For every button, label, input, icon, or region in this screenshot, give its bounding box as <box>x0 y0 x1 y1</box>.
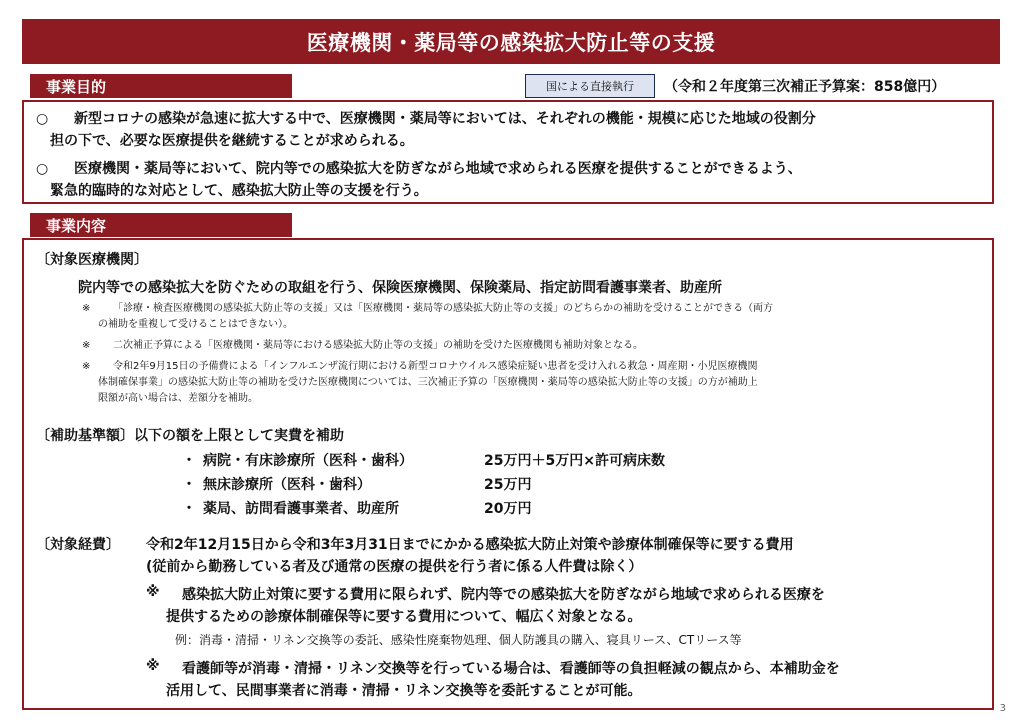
note-1-line-2: の補助を重複して受けることはできない）。 <box>98 319 293 330</box>
subsidy-row-3-label: 薬局、訪問看護事業者、助産所 <box>203 501 399 517</box>
costs-note-2-line-2: 活用して、民間事業者に消毒・清掃・リネン交換等を委託することが可能。 <box>166 683 642 699</box>
note-1-mark: ※ <box>82 303 91 314</box>
costs-note-1-line-1: 感染拡大防止対策に要する費用に限られず、院内等での感染拡大を防ぎながら地域で求められる医療を <box>182 587 825 603</box>
note-2-mark: ※ <box>82 340 91 351</box>
costs-note-2-mark: ※ <box>146 658 160 674</box>
purpose-bullet-2-line-1: 医療機関・薬局等において、院内等での感染拡大を防ぎながら地域で求められる医療を提供することができるよう、 <box>74 161 802 177</box>
purpose-bullet-2-mark: ○ <box>36 161 49 177</box>
subsidy-row-3-amount: 20万円 <box>484 501 532 517</box>
purpose-bullet-2-line-2: 緊急的臨時的な対応として、感染拡大防止等の支援を行う。 <box>50 183 428 199</box>
target-institutions-heading: 〔対象医療機関〕 <box>36 252 148 268</box>
costs-example: 例：消毒・清掃・リネン交換等の委託、感染性廃棄物処理、個人防護具の購入、寝具リース、CTリース等 <box>175 633 742 647</box>
costs-note-1-mark: ※ <box>146 584 160 600</box>
subsidy-row-1-bullet: ・ <box>182 453 196 469</box>
purpose-bullet-1-line-2: 担の下で、必要な医療提供を継続することが求められる。 <box>50 133 414 149</box>
costs-note-1-line-2: 提供するための診療体制確保等に要する費用について、幅広く対象となる。 <box>166 609 642 625</box>
note-3-line-1: 令和2年9月15日の予備費による「インフルエンザ流行期における新型コロナウイルス感染症疑い患者を受け入れる救急・周産期・小児医療機関 <box>113 361 758 372</box>
budget-text: （令和２年度第三次補正予算案：858億円） <box>664 79 946 95</box>
subsidy-row-1-label: 病院・有床診療所（医科・歯科） <box>203 453 413 469</box>
costs-line-2: (従前から勤務している者及び通常の医療の提供を行う者に係る人件費は除く） <box>146 559 643 575</box>
subsidy-row-2-amount: 25万円 <box>484 477 532 493</box>
note-3-line-3: 限額が高い場合は、差額分を補助。 <box>98 393 258 404</box>
content-tab: 事業内容 <box>30 213 292 237</box>
page-title: 医療機関・薬局等の感染拡大防止等の支援 <box>22 19 1000 64</box>
page-number: 3 <box>999 703 1006 714</box>
subsidy-row-1-amount: 25万円＋5万円×許可病床数 <box>484 453 665 469</box>
target-institutions-text: 院内等での感染拡大を防ぐための取組を行う、保険医療機関、保険薬局、指定訪問看護事業者、助産所 <box>78 280 722 296</box>
purpose-bullet-1-mark: ○ <box>36 111 49 127</box>
note-2-line-1: 二次補正予算による「医療機関・薬局等における感染拡大防止等の支援」の補助を受けた医療機関も補助対象となる。 <box>113 340 643 351</box>
costs-line-1: 令和2年12月15日から令和3年3月31日までにかかる感染拡大防止対策や診療体制確保等に要する費用 <box>146 537 794 553</box>
subsidy-heading: 〔補助基準額〕以下の額を上限として実費を補助 <box>36 428 344 444</box>
costs-heading: 〔対象経費〕 <box>36 537 120 553</box>
purpose-bullet-1-line-1: 新型コロナの感染が急速に拡大する中で、医療機関・薬局等においては、それぞれの機能・規模に応じた地域の役割分 <box>74 111 816 127</box>
subsidy-row-2-label: 無床診療所（医科・歯科） <box>203 477 371 493</box>
note-3-line-2: 体制確保事業」の感染拡大防止等の補助を受けた医療機関については、三次補正予算の「医療機関・薬局等の感染拡大防止等の支援」の方が補助上 <box>98 377 758 388</box>
direct-execution-tag: 国による直接執行 <box>525 74 655 98</box>
costs-note-2-line-1: 看護師等が消毒・清掃・リネン交換等を行っている場合は、看護師等の負担軽減の観点から、本補助金を <box>182 661 840 677</box>
subsidy-row-2-bullet: ・ <box>182 477 196 493</box>
note-3-mark: ※ <box>82 361 91 372</box>
subsidy-row-3-bullet: ・ <box>182 501 196 517</box>
purpose-tab: 事業目的 <box>30 74 292 98</box>
note-1-line-1: 「診療・検査医療機関の感染拡大防止等の支援」又は「医療機関・薬局等の感染拡大防止等の支援」のどちらかの補助を受けることができる（両方 <box>113 303 773 314</box>
